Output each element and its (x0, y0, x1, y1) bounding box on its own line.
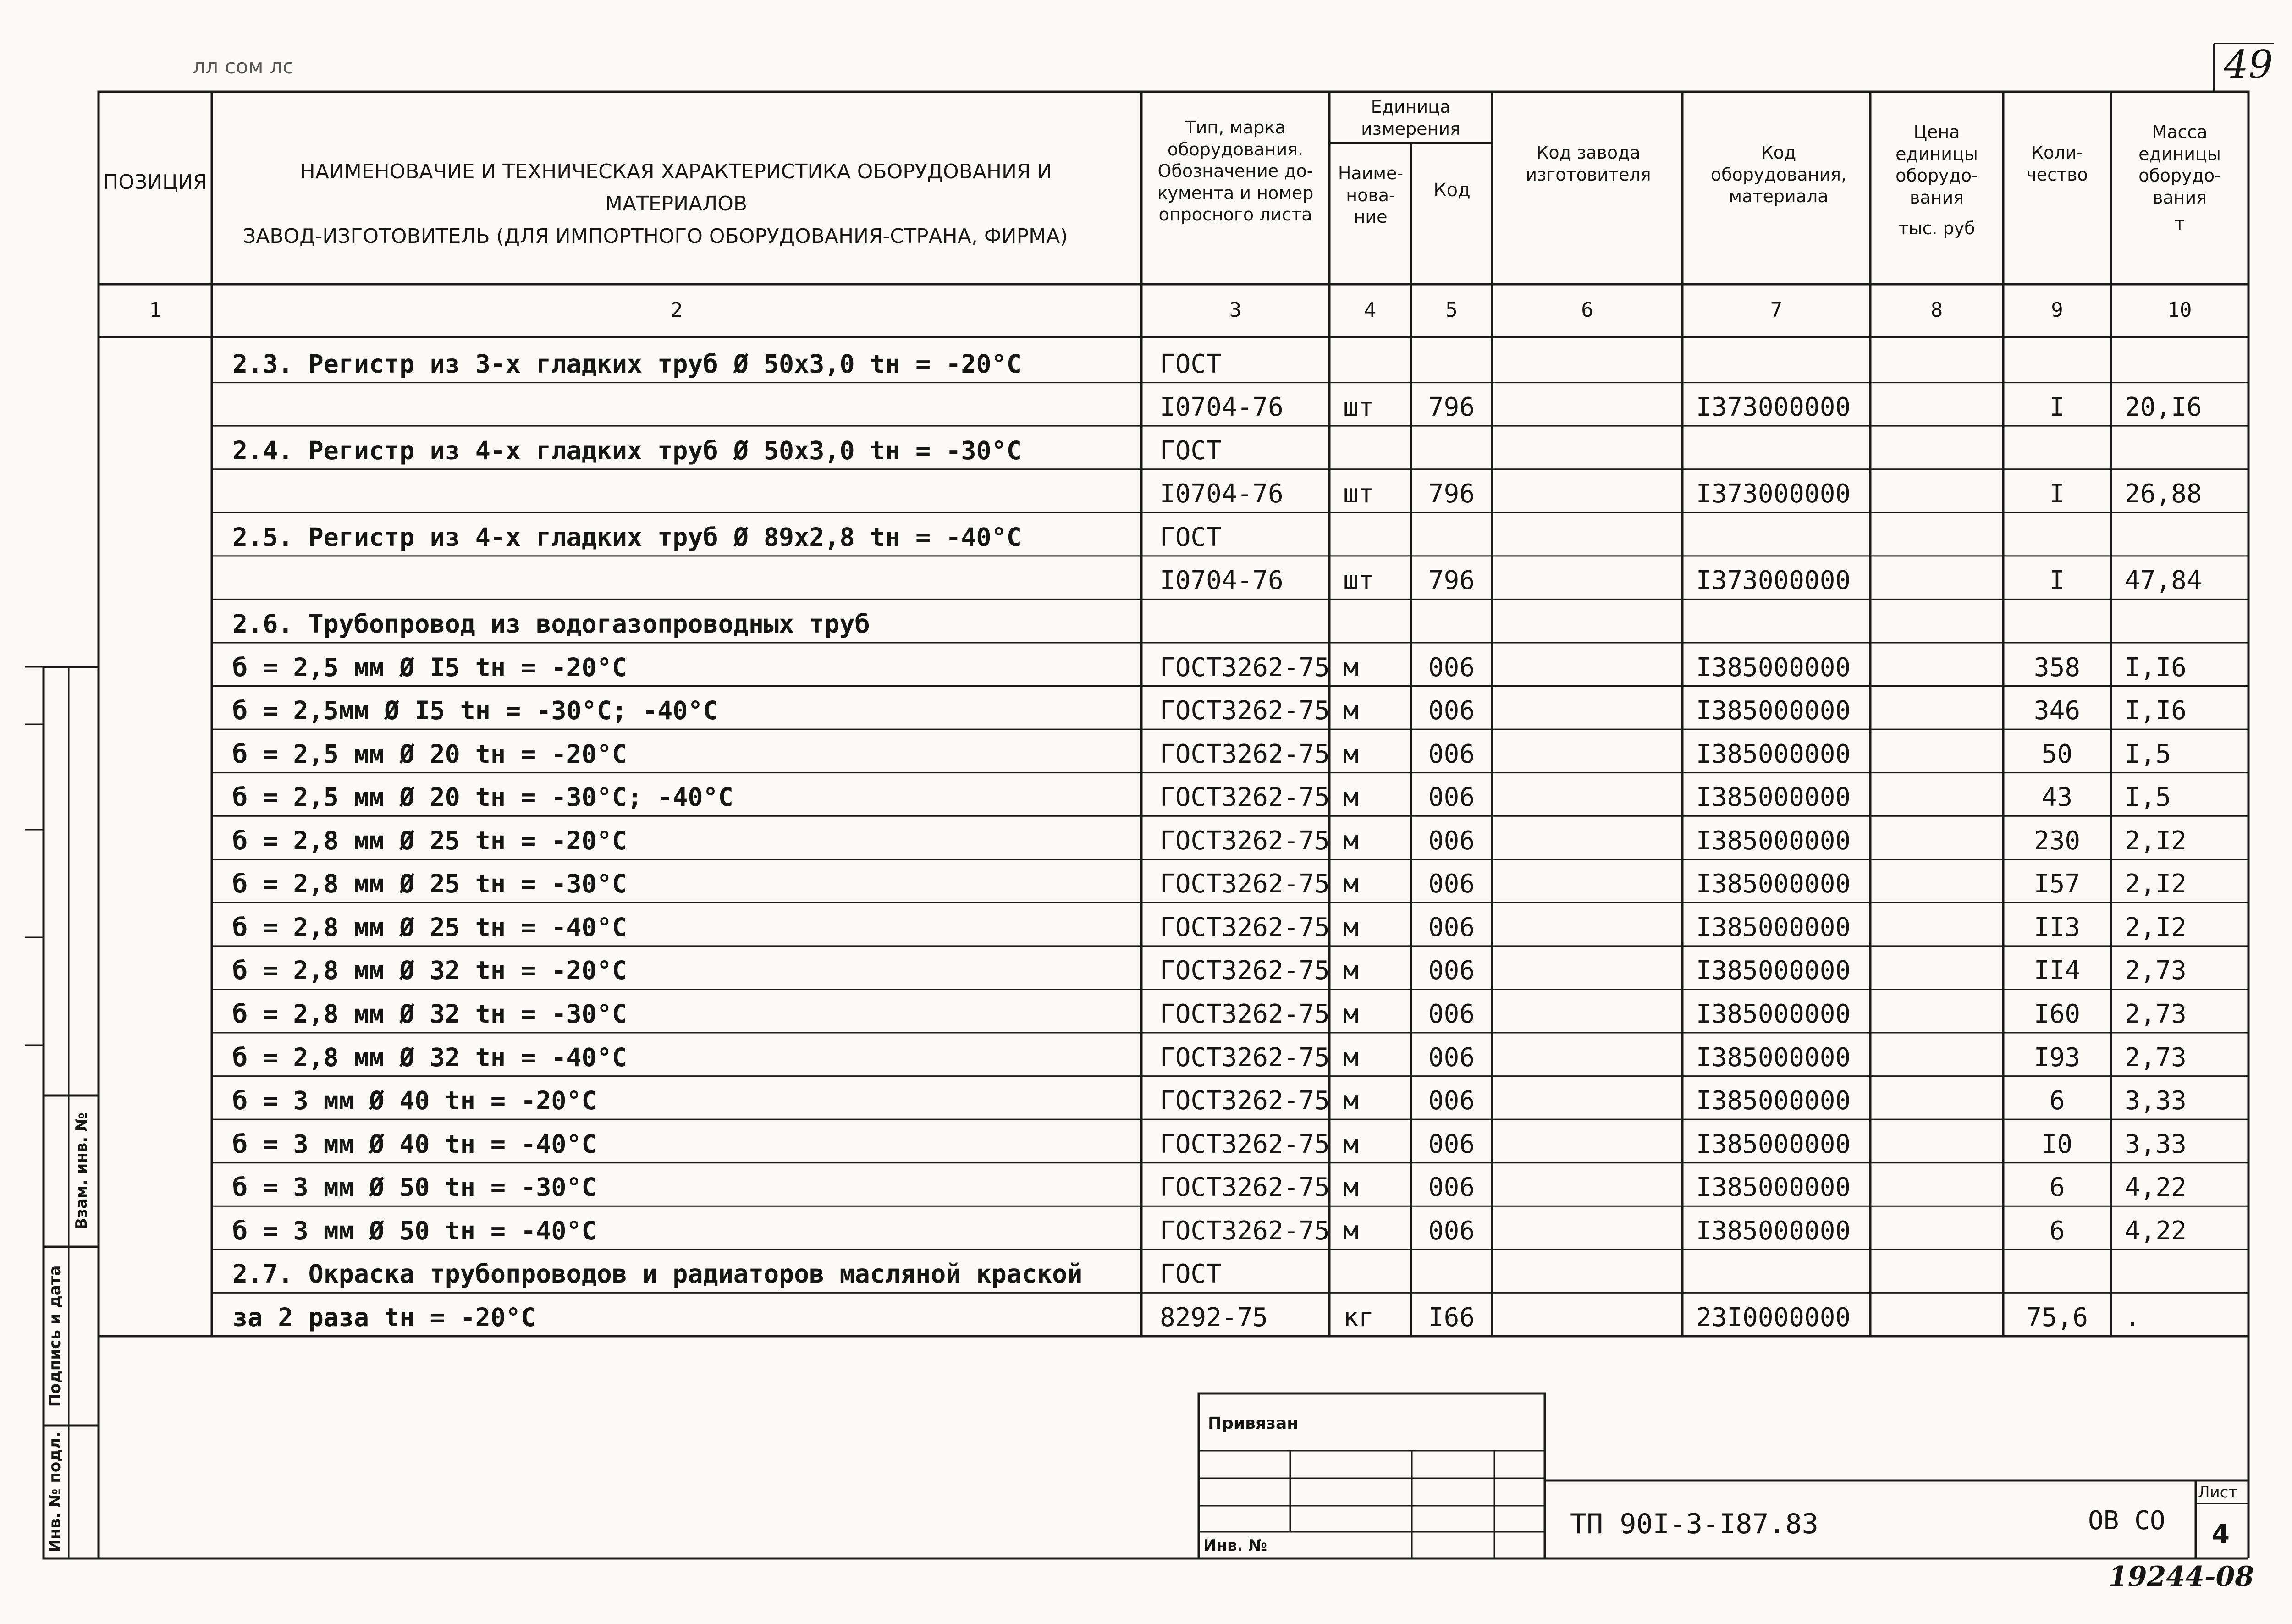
cell-qty: I60 (2033, 999, 2081, 1029)
cell-matcode: I385000000 (1696, 739, 1851, 769)
cell-name: б = 2,8 мм Ø 25 tн = -20°С (232, 826, 627, 855)
cell-unit: м (1343, 782, 1359, 813)
header-unit-code: Код (1433, 180, 1471, 201)
cell-type: ГОСТ3262-75 (1160, 826, 1330, 856)
cell-qty: I93 (2033, 1042, 2081, 1073)
column-number: 2 (670, 298, 683, 322)
column-number: 9 (2051, 298, 2063, 322)
cell-unit: м (1343, 739, 1359, 769)
cell-code: 006 (1428, 739, 1475, 769)
cell-code: 796 (1428, 479, 1475, 509)
cell-qty: 6 (2049, 1173, 2065, 1203)
cell-code: 006 (1428, 696, 1475, 726)
cell-code: 006 (1428, 1129, 1475, 1159)
header-price-unit: тыс. руб (1898, 218, 1975, 238)
cell-code: 006 (1428, 782, 1475, 813)
cell-matcode: I373000000 (1696, 566, 1851, 596)
cell-code: 796 (1428, 566, 1475, 596)
cell-unit: м (1343, 1216, 1359, 1246)
cell-unit: м (1343, 956, 1359, 986)
cell-qty: 6 (2049, 1086, 2065, 1116)
cell-mass: 4,22 (2125, 1216, 2187, 1246)
cell-code: 006 (1428, 869, 1475, 899)
cell-qty: 358 (2033, 652, 2081, 683)
cell-unit: м (1343, 999, 1359, 1029)
cell-qty: I (2049, 392, 2065, 423)
cell-type: ГОСТ (1160, 522, 1222, 552)
header-name (215, 156, 1137, 253)
header-name-line3: ЗАВОД-ИЗГОТОВИТЕЛЬ (ДЛЯ ИМПОРТНОГО ОБОРУДОВАНИЯ-СТРАНА, ФИРМА) (243, 224, 1068, 248)
cell-code: 006 (1428, 1216, 1475, 1246)
header-name-line2: МАТЕРИАЛОВ (605, 192, 748, 216)
column-number: 5 (1445, 298, 1458, 322)
cell-unit: м (1343, 912, 1359, 942)
section-code: ОВ СО (2088, 1506, 2165, 1536)
cell-unit: шт (1343, 566, 1374, 596)
cell-mass: 2,73 (2125, 1042, 2187, 1073)
cell-mass: 2,I2 (2125, 912, 2187, 942)
cell-matcode: I385000000 (1696, 782, 1851, 813)
cell-name: б = 2,5 мм Ø I5 tн = -20°С (232, 652, 627, 682)
cell-qty: I (2049, 479, 2065, 509)
cell-unit: м (1343, 1129, 1359, 1159)
cell-qty: II4 (2033, 956, 2081, 986)
cell-type: I0704-76 (1160, 392, 1284, 423)
cell-qty: 50 (2041, 739, 2073, 769)
cell-qty: 6 (2049, 1216, 2065, 1246)
corner-note: лл сом лс (193, 55, 294, 78)
cell-matcode: I385000000 (1696, 1173, 1851, 1203)
cell-name: б = 2,8 мм Ø 25 tн = -30°С (232, 869, 627, 899)
cell-mass: I,I6 (2125, 696, 2187, 726)
side-stamp-vzam: Взам. инв. № (72, 1112, 91, 1230)
cell-name: 2.5. Регистр из 4-х гладких труб Ø 89х2,8 tн = -40°С (232, 522, 1022, 552)
cell-code: 006 (1428, 999, 1475, 1029)
cell-mass: 3,33 (2125, 1129, 2187, 1159)
side-stamp-podpis: Подпись и дата (46, 1265, 64, 1407)
cell-type: ГОСТ3262-75 (1160, 739, 1330, 769)
cell-qty: 230 (2033, 826, 2081, 856)
cell-name: б = 2,8 мм Ø 32 tн = -30°С (232, 999, 627, 1029)
header-unit-name: Наиме-нова-ние (1338, 163, 1404, 227)
header-type: Тип, марка оборудования. Обозначение до-кумента и номер опросного листа (1157, 117, 1314, 225)
cell-name: б = 2,8 мм Ø 25 tн = -40°С (232, 912, 627, 942)
cell-unit: кг (1343, 1303, 1374, 1332)
cell-code: 006 (1428, 1086, 1475, 1116)
cell-matcode: I385000000 (1696, 696, 1851, 726)
cell-mass: I,5 (2125, 739, 2171, 769)
cell-matcode: I385000000 (1696, 652, 1851, 683)
cell-type: I0704-76 (1160, 479, 1284, 509)
cell-code: 006 (1428, 1042, 1475, 1073)
cell-mass: 4,22 (2125, 1173, 2187, 1203)
page-number: 49 (2224, 42, 2273, 87)
cell-matcode: I373000000 (1696, 392, 1851, 423)
cell-matcode: I385000000 (1696, 869, 1851, 899)
cell-qty: 43 (2041, 782, 2073, 813)
cell-type: ГОСТ3262-75 (1160, 1086, 1330, 1116)
header-price-label: Цена единицы оборудо-вания (1895, 122, 1978, 208)
header-unit-group: Единица измерения (1361, 97, 1460, 139)
cell-qty: I57 (2033, 869, 2081, 899)
cell-mass: 2,73 (2125, 999, 2187, 1029)
cell-unit: шт (1343, 392, 1374, 423)
cell-code: 796 (1428, 392, 1475, 423)
cell-type: ГОСТ (1160, 1259, 1222, 1289)
cell-type: I0704-76 (1160, 566, 1284, 596)
cell-code: 006 (1428, 826, 1475, 856)
cell-matcode: I385000000 (1696, 999, 1851, 1029)
cell-code: 006 (1428, 956, 1475, 986)
cell-code: I66 (1428, 1303, 1475, 1332)
header-plant-code: Код завода изготовителя (1526, 143, 1651, 185)
cell-name: б = 3 мм Ø 50 tн = -40°С (232, 1216, 597, 1245)
cell-qty: 75,6 (2026, 1303, 2088, 1332)
cell-name: 2.3. Регистр из 3-х гладких труб Ø 50х3,0 tн = -20°С (232, 349, 1022, 379)
header-mass-unit: т (2174, 214, 2185, 234)
cell-type: ГОСТ (1160, 435, 1222, 466)
side-stamp-inv-podl: Инв. № подл. (46, 1431, 64, 1552)
cell-name: б = 2,8 мм Ø 32 tн = -40°С (232, 1042, 627, 1072)
cell-unit: м (1343, 652, 1359, 683)
cell-matcode: 23I0000000 (1696, 1303, 1851, 1332)
cell-name: б = 3 мм Ø 40 tн = -20°С (232, 1086, 597, 1116)
column-number: 7 (1770, 298, 1783, 322)
cell-qty: I (2049, 566, 2065, 596)
header-price (1873, 121, 2001, 240)
cell-matcode: I373000000 (1696, 479, 1851, 509)
column-number: 10 (2167, 298, 2192, 322)
cell-unit: м (1343, 869, 1359, 899)
cell-matcode: I385000000 (1696, 826, 1851, 856)
cell-mass: I,5 (2125, 782, 2171, 813)
cell-matcode: I385000000 (1696, 956, 1851, 986)
header-quantity: Коли-чество (2026, 143, 2088, 185)
column-number: 1 (149, 298, 161, 322)
cell-code: 006 (1428, 652, 1475, 683)
header-position: ПОЗИЦИЯ (103, 171, 207, 194)
cell-qty: I0 (2041, 1129, 2073, 1159)
cell-mass: 3,33 (2125, 1086, 2187, 1116)
cell-unit: м (1343, 1173, 1359, 1203)
cell-mass: 2,I2 (2125, 869, 2187, 899)
sheet-label: Лист (2198, 1483, 2238, 1502)
cell-type: ГОСТ3262-75 (1160, 1216, 1330, 1246)
cell-matcode: I385000000 (1696, 1216, 1851, 1246)
cell-type: ГОСТ3262-75 (1160, 999, 1330, 1029)
cell-name: 2.7. Окраска трубопроводов и радиаторов масляной краской (232, 1259, 1083, 1289)
cell-matcode: I385000000 (1696, 912, 1851, 942)
cell-name: б = 2,5 мм Ø 20 tн = -20°С (232, 739, 627, 769)
cell-name: б = 2,8 мм Ø 32 tн = -20°С (232, 956, 627, 985)
cell-matcode: I385000000 (1696, 1129, 1851, 1159)
cell-mass: . (2125, 1303, 2140, 1332)
cell-unit: м (1343, 1042, 1359, 1073)
cell-code: 006 (1428, 1173, 1475, 1203)
cell-mass: 2,I2 (2125, 826, 2187, 856)
cell-qty: II3 (2033, 912, 2081, 942)
cell-name: 2.6. Трубопровод из водогазопроводных труб (232, 609, 870, 639)
cell-type: ГОСТ3262-75 (1160, 652, 1330, 683)
column-number: 3 (1229, 298, 1242, 322)
cell-qty: 346 (2033, 696, 2081, 726)
cell-type: ГОСТ3262-75 (1160, 1042, 1330, 1073)
header-mass-label: Масса единицы оборудо-вания (2138, 122, 2221, 208)
cell-name: б = 2,5мм Ø I5 tн = -30°С; -40°С (232, 696, 718, 726)
cell-name: б = 2,5 мм Ø 20 tн = -30°С; -40°С (232, 782, 733, 812)
cell-unit: м (1343, 826, 1359, 856)
cell-mass: 20,I6 (2125, 392, 2202, 423)
cell-name: б = 3 мм Ø 40 tн = -40°С (232, 1129, 597, 1159)
cell-name: за 2 раза tн = -20°С (232, 1303, 536, 1332)
title-block-privyazan: Привязан (1208, 1414, 1299, 1433)
cell-code: 006 (1428, 912, 1475, 942)
cell-type: ГОСТ3262-75 (1160, 782, 1330, 813)
cell-unit: м (1343, 696, 1359, 726)
bottom-stamp: 19244-08 (2109, 1561, 2254, 1593)
cell-name: б = 3 мм Ø 50 tн = -30°С (232, 1173, 597, 1202)
cell-name: 2.4. Регистр из 4-х гладких труб Ø 50х3,0 tн = -30°С (232, 435, 1022, 465)
cell-mass: I,I6 (2125, 652, 2187, 683)
cell-type: ГОСТ3262-75 (1160, 912, 1330, 942)
cell-type: ГОСТ3262-75 (1160, 1173, 1330, 1203)
cell-type: ГОСТ3262-75 (1160, 869, 1330, 899)
cell-mass: 26,88 (2125, 479, 2202, 509)
cell-mass: 2,73 (2125, 956, 2187, 986)
cell-unit: шт (1343, 479, 1374, 509)
cell-mass: 47,84 (2125, 566, 2202, 596)
cell-type: 8292-75 (1160, 1303, 1268, 1332)
cell-type: ГОСТ3262-75 (1160, 956, 1330, 986)
cell-type: ГОСТ (1160, 349, 1222, 379)
cell-unit: м (1343, 1086, 1359, 1116)
header-material-code: Код оборудования, материала (1710, 143, 1847, 206)
document-code: ТП 90I-3-I87.83 (1570, 1508, 1818, 1540)
cell-type: ГОСТ3262-75 (1160, 696, 1330, 726)
column-number: 6 (1581, 298, 1593, 322)
header-mass (2113, 121, 2246, 235)
cell-type: ГОСТ3262-75 (1160, 1129, 1330, 1159)
sheet-number: 4 (2212, 1519, 2230, 1549)
column-number: 4 (1364, 298, 1377, 322)
title-block-inv-no: Инв. № (1203, 1536, 1267, 1555)
column-number: 8 (1930, 298, 1943, 322)
header-name-line1: НАИМЕНОВАЧИЕ И ТЕХНИЧЕСКАЯ ХАРАКТЕРИСТИКА ОБОРУДОВАНИЯ И (300, 160, 1052, 183)
cell-matcode: I385000000 (1696, 1086, 1851, 1116)
cell-matcode: I385000000 (1696, 1042, 1851, 1073)
